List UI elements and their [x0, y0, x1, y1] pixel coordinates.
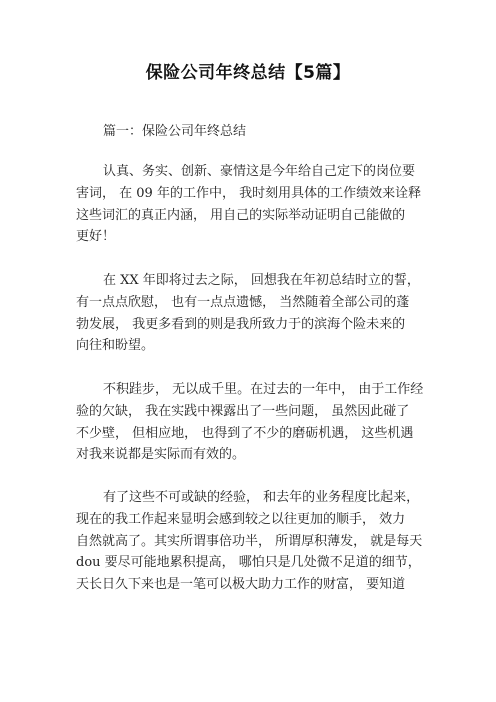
- paragraph-4: [76, 487, 428, 596]
- paragraph-line: 这些词汇的真正内涵， 用自己的实际举动证明自己能做的: [76, 207, 406, 223]
- paragraph-line: 天长日久下来也是一笔可以极大助力工作的财富， 要知道: [76, 577, 406, 593]
- paragraph-line: 现在的我工作起来显明会感到较之以往更加的顺手， 效力: [76, 511, 406, 527]
- paragraph-line: 有了这些不可或缺的经验， 和去年的业务程度比起来，: [103, 490, 420, 505]
- document-title: 保险公司年终总结【5篇】: [145, 63, 351, 83]
- paragraph-line: 不少壁， 但相应地， 也得到了不少的磨砺机遇， 这些机遇: [76, 425, 414, 441]
- paragraph-line: 有一点点欣慰， 也有一点点遗憾， 当然随着全部公司的蓬: [76, 294, 410, 310]
- paragraph-line: 验的欠缺， 我在实践中裸露出了一些问题， 虽然因此碰了: [76, 403, 410, 419]
- paragraph-3: [76, 379, 428, 466]
- paragraph-line: 在 XX 年即将过去之际， 回想我在年初总结时立的誓，: [103, 273, 420, 288]
- paragraph-line: 向往和盼望。: [76, 338, 155, 354]
- paragraph-line: 对我来说都是实际而有效的。: [76, 447, 246, 463]
- section-heading: 篇一：保险公司年终总结: [103, 124, 247, 139]
- paragraph-line: 更好！: [76, 229, 116, 245]
- paragraph-line: 勃发展， 我更多看到的则是我所致力于的滨海个险未来的: [76, 316, 406, 332]
- paragraph-line: 认真、务实、创新、豪情这是今年给自己定下的岗位要: [103, 164, 416, 179]
- paragraph-line: dou 要尽可能地累积提高， 哪怕只是几处微不足道的细节，: [76, 555, 421, 571]
- paragraph-line: 不积跬步， 无以成千里。在过去的一年中， 由于工作经: [103, 382, 424, 397]
- paragraph-line: 害词， 在 09 年的工作中， 我时刻用具体的工作绩效来诠释: [76, 185, 422, 201]
- paragraph-2: [76, 270, 428, 357]
- paragraph-1: [76, 161, 428, 248]
- paragraph-line: 自然就高了。其实所谓事倍功半， 所谓厚积薄发， 就是每天: [76, 533, 423, 549]
